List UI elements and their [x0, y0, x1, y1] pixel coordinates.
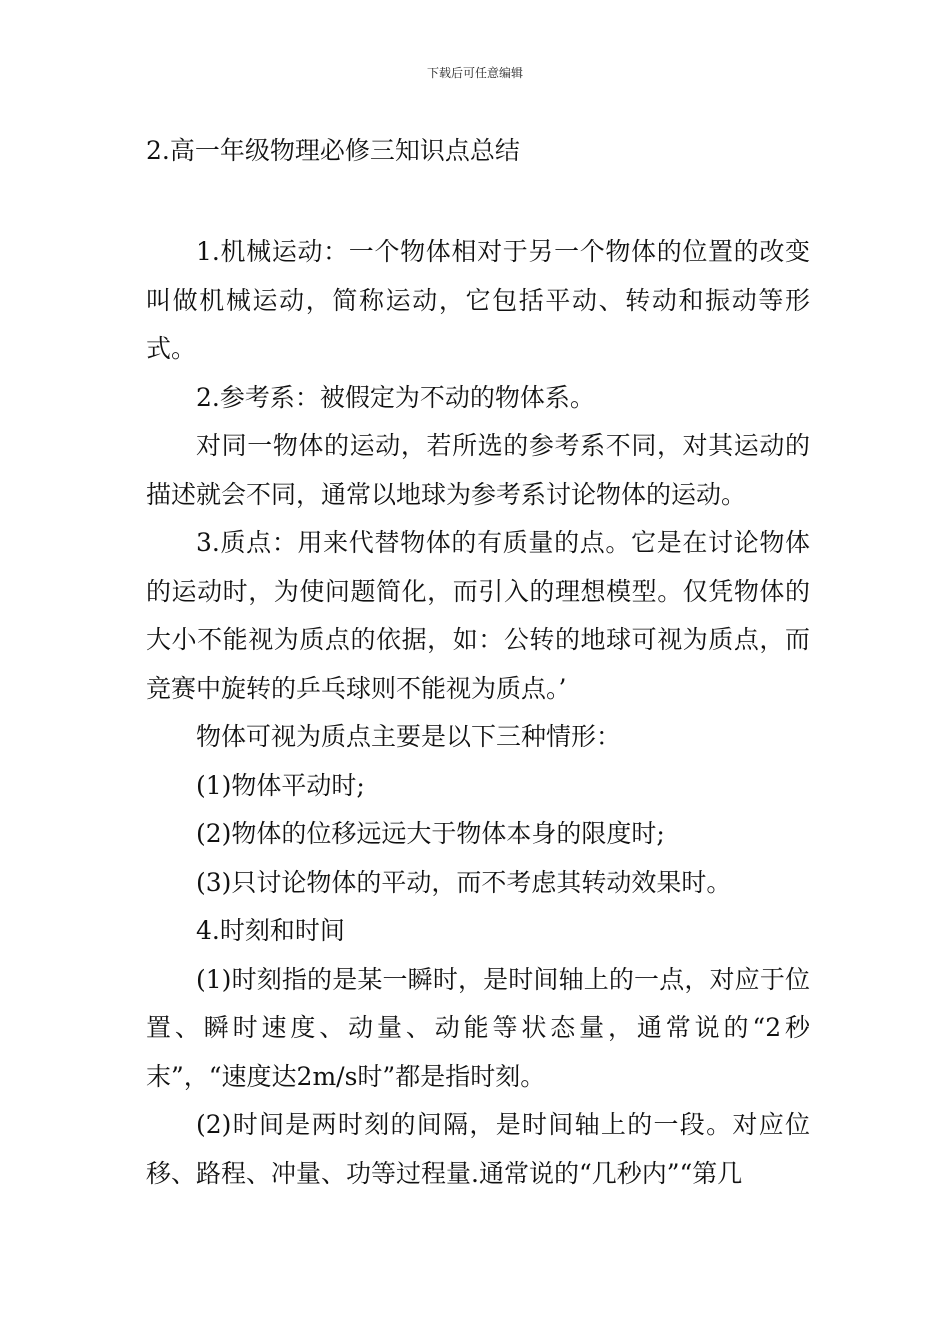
paragraph-case-3: (3)只讨论物体的平动，而不考虑其转动效果时。 — [196, 867, 732, 897]
page-header-note: 下载后可任意编辑 — [426, 66, 523, 80]
document-body — [146, 228, 810, 1198]
paragraph-time-heading: 4.时刻和时间 — [196, 916, 345, 945]
paragraph-time-interval: (2)时间是两时刻的间隔，是时间轴上的一段。对应位移、路程、冲量、功等过程量.通常说的“几秒内”“第几 — [146, 1110, 810, 1188]
paragraph-mechanical-motion: 1.机械运动：一个物体相对于另一个物体的位置的改变叫做机械运动，简称运动，它包括平动、转动和振动等形式。 — [146, 237, 810, 363]
paragraph-moment: (1)时刻指的是某一瞬时，是时间轴上的一点，对应于位置、瞬时速度、动量、动能等状态量，通常说的“2秒末”，“速度达2m/s时”都是指时刻。 — [146, 964, 810, 1091]
document-title: 2.高一年级物理必修三知识点总结 — [146, 136, 520, 165]
paragraph-particle-cases-intro: 物体可视为质点主要是以下三种情形： — [196, 722, 622, 751]
paragraph-reference-frame: 2.参考系：被假定为不动的物体系。 — [196, 382, 595, 412]
paragraph-reference-frame-detail: 对同一物体的运动，若所选的参考系不同，对其运动的描述就会不同，通常以地球为参考系讨论物体的运动。 — [146, 431, 810, 509]
paragraph-case-2: (2)物体的位移远远大于物体本身的限度时; — [196, 819, 665, 848]
paragraph-case-1: (1)物体平动时; — [196, 770, 365, 800]
paragraph-particle: 3.质点：用来代替物体的有质量的点。它是在讨论物体的运动时，为使问题简化，而引入的理想模型。仅凭物体的大小不能视为质点的依据，如：公转的地球可视为质点，而竞赛中旋转的乒乓球则不能视为质点。’ — [146, 528, 810, 703]
